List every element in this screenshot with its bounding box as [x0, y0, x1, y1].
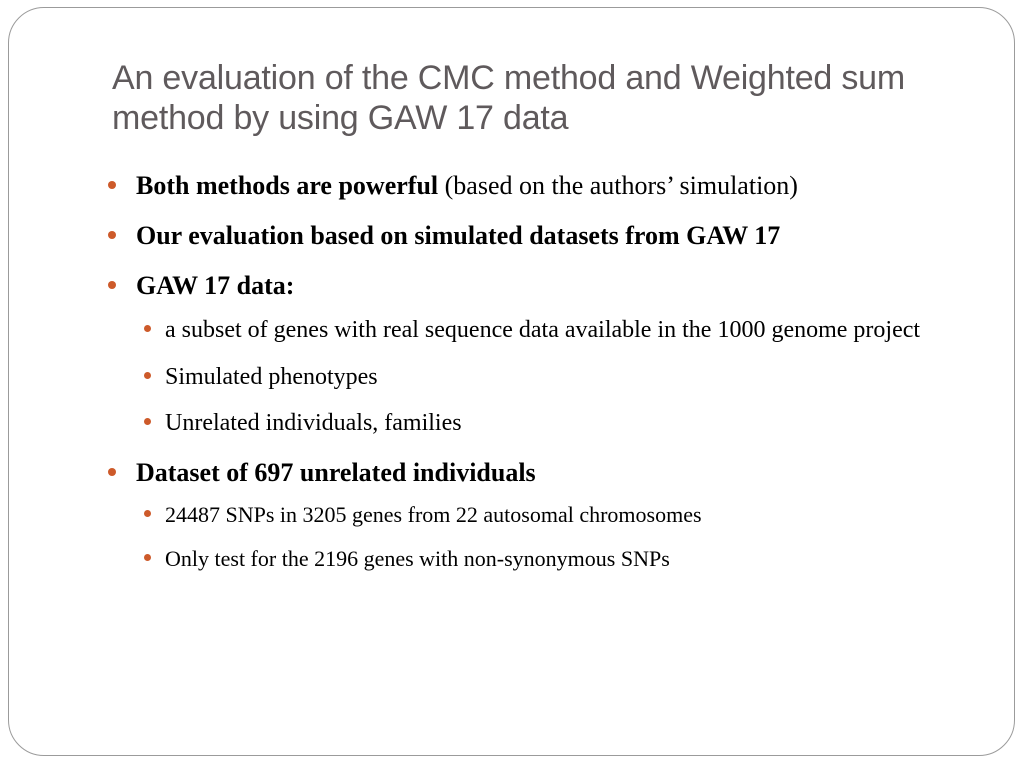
bullet-dot-icon — [144, 325, 151, 332]
bullet-item-our-evaluation — [108, 218, 988, 254]
bullet-dot-icon — [144, 554, 151, 561]
bullet-item-methods-powerful — [108, 168, 988, 204]
bullet-text — [136, 168, 798, 204]
bullet-normal-text: (based on the authors’ simulation) — [438, 171, 798, 200]
sub-bullet-snps-genes — [108, 497, 988, 533]
bullet-dot-icon — [144, 510, 151, 517]
bullet-bold-text: Our evaluation based on simulated datasets from GAW 17 — [136, 221, 781, 250]
bullet-dot-icon — [108, 281, 116, 289]
bullet-dot-icon — [144, 418, 151, 425]
sub-bullet-text: Simulated phenotypes — [165, 364, 378, 390]
bullet-bold-text: Dataset of 697 unrelated individuals — [136, 458, 536, 487]
bullet-item-dataset-697 — [108, 455, 988, 491]
sub-bullet-simulated-phenotypes — [108, 357, 988, 397]
bullet-dot-icon — [144, 372, 151, 379]
sub-bullet-text: 24487 SNPs in 3205 genes from 22 autosomal chromosomes — [165, 502, 702, 527]
slide-title: An evaluation of the CMC method and Weighted sum method by using GAW 17 data — [112, 59, 906, 137]
bullet-dot-icon — [108, 231, 116, 239]
bullet-bold-text: GAW 17 data: — [136, 271, 295, 300]
bullet-item-gaw17-data — [108, 268, 988, 304]
sub-bullet-text: Only test for the 2196 genes with non-synonymous SNPs — [165, 546, 670, 571]
sub-bullet-subset-genes — [108, 310, 988, 351]
sub-bullet-unrelated-individuals — [108, 403, 988, 443]
bullet-bold-text: Both methods are powerful — [136, 171, 439, 200]
sub-bullet-text: Unrelated individuals, families — [165, 410, 462, 436]
bullet-dot-icon — [108, 468, 116, 476]
bullet-list — [108, 168, 988, 585]
sub-bullet-text: a subset of genes with real sequence data available in the 1000 genome project — [165, 317, 921, 343]
bullet-dot-icon — [108, 181, 116, 189]
sub-bullet-only-test — [108, 541, 988, 577]
